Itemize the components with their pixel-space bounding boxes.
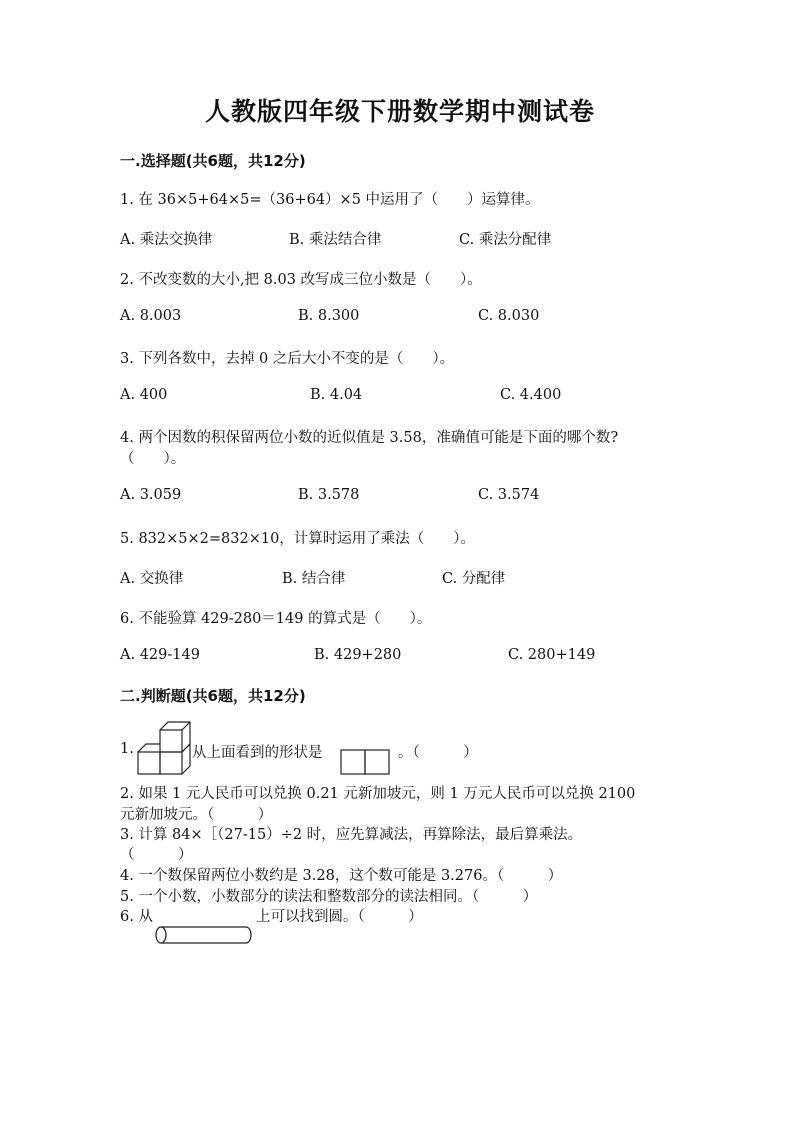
question-text: 2. 如果 1 元人民币可以兑换 0.21 元新加坡元，则 1 万元人民币可以兑换 2100 — [120, 786, 636, 802]
question-text: 3. 下列各数中，去掉 0 之后大小不变的是（ ）。 — [120, 351, 455, 367]
option-b: B. 4.04 — [310, 387, 363, 403]
question-number: 1. — [120, 741, 134, 757]
question-text-continued: 元新加坡元。（ ） — [120, 807, 273, 823]
question-text: 5. 一个小数，小数部分的读法和整数部分的读法相同。（ ） — [120, 889, 538, 905]
page-title: 人教版四年级下册数学期中测试卷 — [204, 97, 595, 126]
question-text: 6. 不能验算 429-280＝149 的算式是（ ）。 — [120, 611, 432, 627]
option-c: C. 8.030 — [478, 308, 540, 324]
question-text-continued: （ ）。 — [120, 451, 186, 467]
question-text: 2. 不改变数的大小,把 8.03 改写成三位小数是（ ）。 — [120, 272, 482, 288]
cylinder-figure — [154, 924, 254, 946]
question-text: 从上面看到的形状是 — [192, 745, 323, 761]
section-heading-choice: 一.选择题(共6题，共12分) — [120, 152, 306, 170]
option-b: B. 429+280 — [314, 647, 402, 663]
option-c: C. 乘法分配律 — [459, 232, 552, 248]
top-view-figure — [340, 749, 392, 777]
question-text: 1. 在 36×5+64×5=（36+64）×5 中运用了（ ）运算律。 — [120, 192, 540, 208]
option-c: C. 分配律 — [442, 571, 506, 587]
question-tail: 。（ ） — [398, 745, 478, 761]
option-b: B. 8.300 — [298, 308, 360, 324]
option-a: A. 3.059 — [120, 487, 182, 503]
option-b: B. 乘法结合律 — [289, 232, 382, 248]
question-text: 3. 计算 84×［（27-15）÷2 时，应先算减法，再算除法，最后算乘法。 — [120, 827, 583, 843]
question-text-continued: （ ） — [120, 847, 193, 863]
question-text: 5. 832×5×2=832×10，计算时运用了乘法（ ）。 — [120, 531, 476, 547]
section-heading-judgement: 二.判断题(共6题，共12分) — [120, 687, 306, 705]
option-c: C. 3.574 — [478, 487, 540, 503]
option-a: A. 8.003 — [120, 308, 182, 324]
option-a: A. 乘法交换律 — [120, 232, 213, 248]
question-text: 4. 一个数保留两位小数约是 3.28，这个数可能是 3.276。（ ） — [120, 868, 563, 884]
question-text: 上可以找到圆。（ ） — [256, 909, 423, 925]
option-a: A. 交换律 — [120, 571, 184, 587]
question-text: 4. 两个因数的积保留两位小数的近似值是 3.58，准确值可能是下面的哪个数? — [120, 430, 619, 446]
option-b: B. 结合律 — [282, 571, 346, 587]
option-c: C. 4.400 — [500, 387, 562, 403]
option-a: A. 400 — [120, 387, 168, 403]
option-a: A. 429-149 — [120, 647, 200, 663]
question-number: 6. 从 — [120, 909, 153, 925]
option-b: B. 3.578 — [298, 487, 360, 503]
option-c: C. 280+149 — [508, 647, 596, 663]
